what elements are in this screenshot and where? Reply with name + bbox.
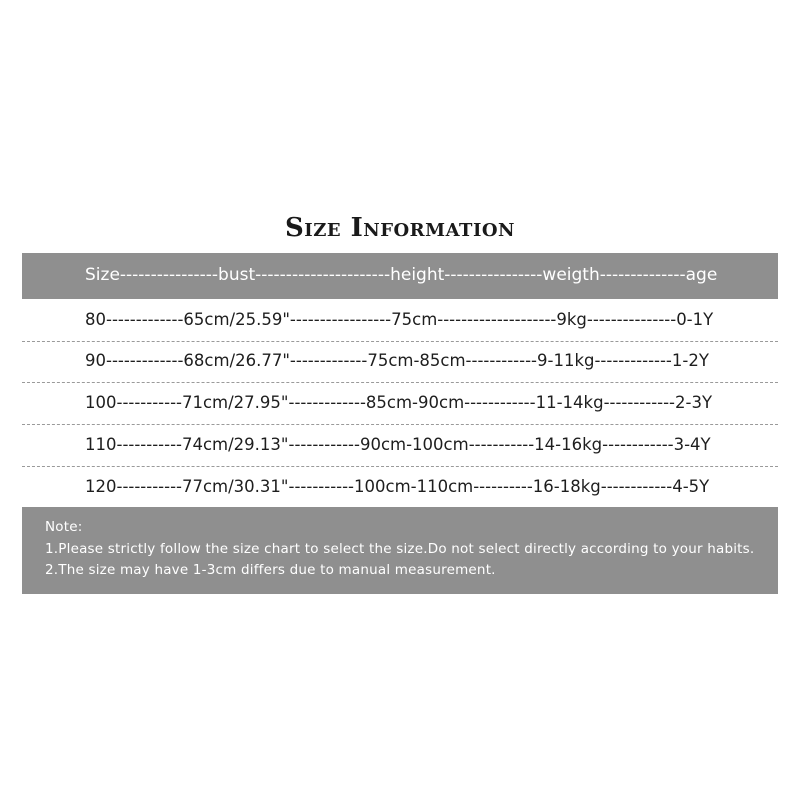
- table-header-text: Size----------------bust----------------------height----------------weigth--------------age: [85, 265, 718, 285]
- table-row: 120-----------77cm/30.31"-----------100cm-110cm----------16-18kg------------4-5Y: [85, 477, 710, 496]
- table-row: 100-----------71cm/27.95"-------------85cm-90cm------------11-14kg------------2-3Y: [85, 393, 713, 412]
- row-divider: [22, 341, 778, 342]
- table-row: 110-----------74cm/29.13"------------90cm-100cm-----------14-16kg------------3-4Y: [85, 435, 711, 454]
- table-row: 90-------------68cm/26.77"-------------75cm-85cm------------9-11kg-------------1-2Y: [85, 351, 709, 370]
- page-title: Size Information: [285, 213, 515, 243]
- table-row: 80-------------65cm/25.59"-----------------75cm--------------------9kg---------------0-1Y: [85, 310, 714, 329]
- note-heading: Note:: [45, 519, 83, 535]
- row-divider: [22, 466, 778, 467]
- row-divider: [22, 382, 778, 383]
- row-divider: [22, 424, 778, 425]
- note-line-1: 1.Please strictly follow the size chart to select the size.Do not select directly according to your habits.: [45, 541, 755, 557]
- note-line-2: 2.The size may have 1-3cm differs due to manual measurement.: [45, 562, 496, 578]
